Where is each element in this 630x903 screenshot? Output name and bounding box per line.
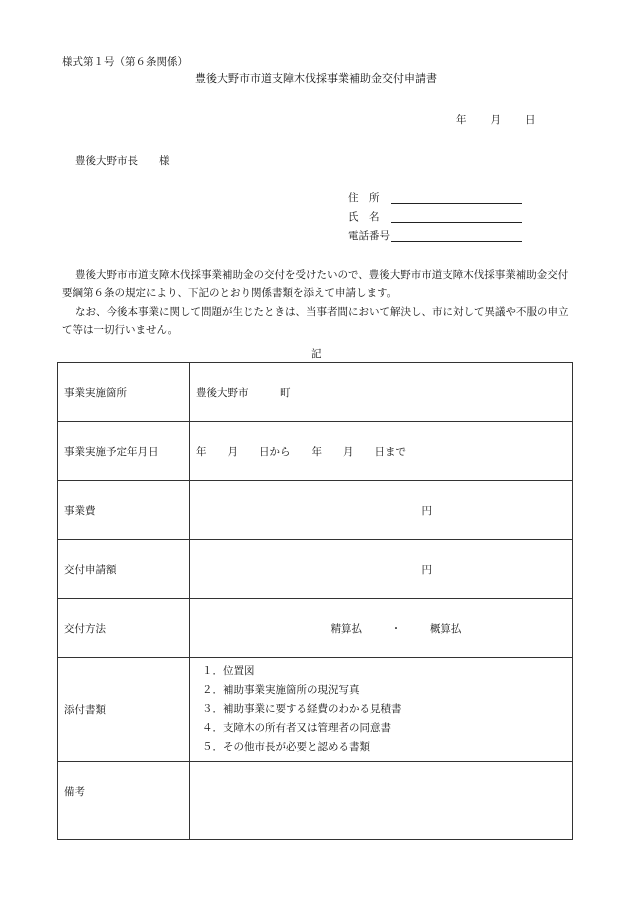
address-label: 住 所	[348, 192, 380, 204]
name-label: 氏 名	[348, 211, 380, 223]
list-item: ５．その他市長が必要と認める書類	[202, 741, 370, 753]
address-line[interactable]	[391, 203, 522, 204]
phone-label: 電話番号	[348, 230, 390, 242]
table-row-attachments	[58, 658, 573, 762]
applicant-phone-row	[348, 228, 391, 247]
applicant-name-row	[348, 209, 391, 228]
table-row-remarks	[58, 762, 573, 840]
remarks-label: 備考	[58, 762, 190, 840]
cost-label: 事業費	[58, 481, 190, 540]
date-line	[456, 112, 536, 127]
ki-heading: 記	[311, 348, 322, 360]
attachments-list	[196, 658, 572, 761]
applicant-address-row	[348, 190, 391, 209]
list-item: ３．補助事業に要する経費のわかる見積書	[202, 703, 402, 715]
phone-line[interactable]	[391, 241, 522, 242]
schedule-label: 事業実施予定年月日	[58, 422, 190, 481]
method-estimate[interactable]: 概算払	[429, 622, 462, 635]
location-label: 事業実施箇所	[58, 363, 190, 422]
location-value[interactable]: 豊後大野市 町	[190, 363, 573, 422]
date-year-label: 年	[456, 114, 467, 126]
date-day-label: 日	[525, 114, 536, 126]
table-row-location	[58, 363, 573, 422]
method-separator: ・	[390, 622, 402, 635]
method-label: 交付方法	[58, 599, 190, 658]
method-value	[190, 599, 573, 658]
form-number: 様式第１号（第６条関係）	[62, 56, 188, 68]
document-title: 豊後大野市市道支障木伐採事業補助金交付申請書	[195, 72, 437, 85]
table-row-cost	[58, 481, 573, 540]
body-paragraph-1: 豊後大野市市道支障木伐採事業補助金の交付を受けたいので、豊後大野市市道支障木伐採事業補助金交付要綱第６条の規定により、下記のとおり関係書類を添えて申請します。	[62, 269, 569, 300]
amount-value[interactable]: 円	[190, 540, 573, 599]
name-line[interactable]	[391, 222, 522, 223]
applicant-block	[348, 190, 391, 247]
list-item: ２．補助事業実施箇所の現況写真	[202, 684, 360, 696]
addressee: 豊後大野市長 様	[75, 155, 170, 167]
schedule-value[interactable]: 年 月 日から 年 月 日まで	[190, 422, 573, 481]
amount-label: 交付申請額	[58, 540, 190, 599]
cost-value[interactable]: 円	[190, 481, 573, 540]
attachments-value	[190, 658, 573, 762]
body-paragraph-2: なお、今後本事業に関して問題が生じたときは、当事者間において解決し、市に対して異議や不服の申立て等は一切行いません。	[62, 305, 569, 336]
table-row-amount	[58, 540, 573, 599]
list-item: １．位置図	[202, 665, 255, 677]
method-settlement[interactable]: 精算払	[330, 622, 363, 635]
attachments-label: 添付書類	[58, 658, 190, 762]
date-month-label: 月	[490, 114, 501, 126]
body-text	[62, 266, 577, 339]
remarks-value[interactable]	[190, 762, 573, 840]
application-table	[57, 362, 573, 840]
table-row-method	[58, 599, 573, 658]
table-row-schedule	[58, 422, 573, 481]
list-item: ４．支障木の所有者又は管理者の同意書	[202, 722, 391, 734]
